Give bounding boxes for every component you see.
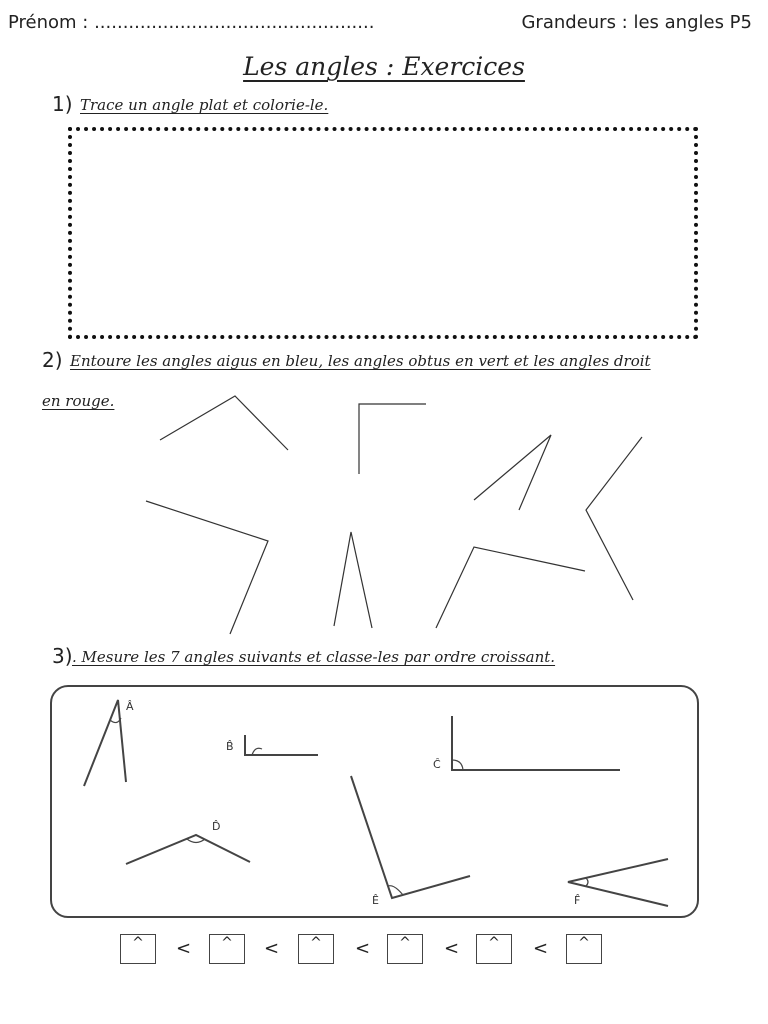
less-than-3: < — [355, 938, 371, 959]
q2-instruction-line2: en rouge. — [42, 392, 115, 410]
less-than-4: < — [444, 938, 460, 959]
less-than-2: < — [264, 938, 280, 959]
q3-instruction: . Mesure les 7 angles suivants et classe-les par ordre croissant. — [72, 648, 556, 666]
angle-d-label: D̂ — [212, 820, 221, 833]
q3-number: 3) — [52, 644, 73, 668]
answer-slot-3[interactable]: ^ — [298, 934, 334, 964]
angle-e-label: Ê — [372, 894, 379, 907]
answer-slot-4[interactable]: ^ — [387, 934, 423, 964]
worksheet-topic: Grandeurs : les angles P5 — [521, 12, 752, 33]
angle-c — [452, 716, 620, 770]
answer-slot-1[interactable]: ^ — [120, 934, 156, 964]
angle-a-label: Â — [126, 700, 134, 713]
answer-slot-6[interactable]: ^ — [566, 934, 602, 964]
q2-instruction-line1: Entoure les angles aigus en bleu, les angles obtus en vert et les angles droit — [70, 352, 651, 370]
page-title: Les angles : Exercices — [243, 52, 525, 81]
angle-f — [568, 859, 668, 906]
angle-a — [84, 700, 126, 786]
angle-e — [351, 776, 470, 898]
answer-slot-2[interactable]: ^ — [209, 934, 245, 964]
q2-number: 2) — [42, 348, 63, 372]
angle-f-label: F̂ — [574, 894, 581, 907]
q1-number: 1) — [52, 92, 73, 116]
first-name-field-label: Prénom : ................................................. — [8, 12, 375, 33]
q1-instruction: Trace un angle plat et colorie-le. — [80, 96, 329, 114]
less-than-1: < — [176, 938, 192, 959]
answer-slot-5[interactable]: ^ — [476, 934, 512, 964]
less-than-5: < — [533, 938, 549, 959]
angle-b — [245, 735, 318, 755]
angle-c-label: Ĉ — [433, 758, 441, 771]
angle-b-label: B̂ — [226, 740, 234, 753]
